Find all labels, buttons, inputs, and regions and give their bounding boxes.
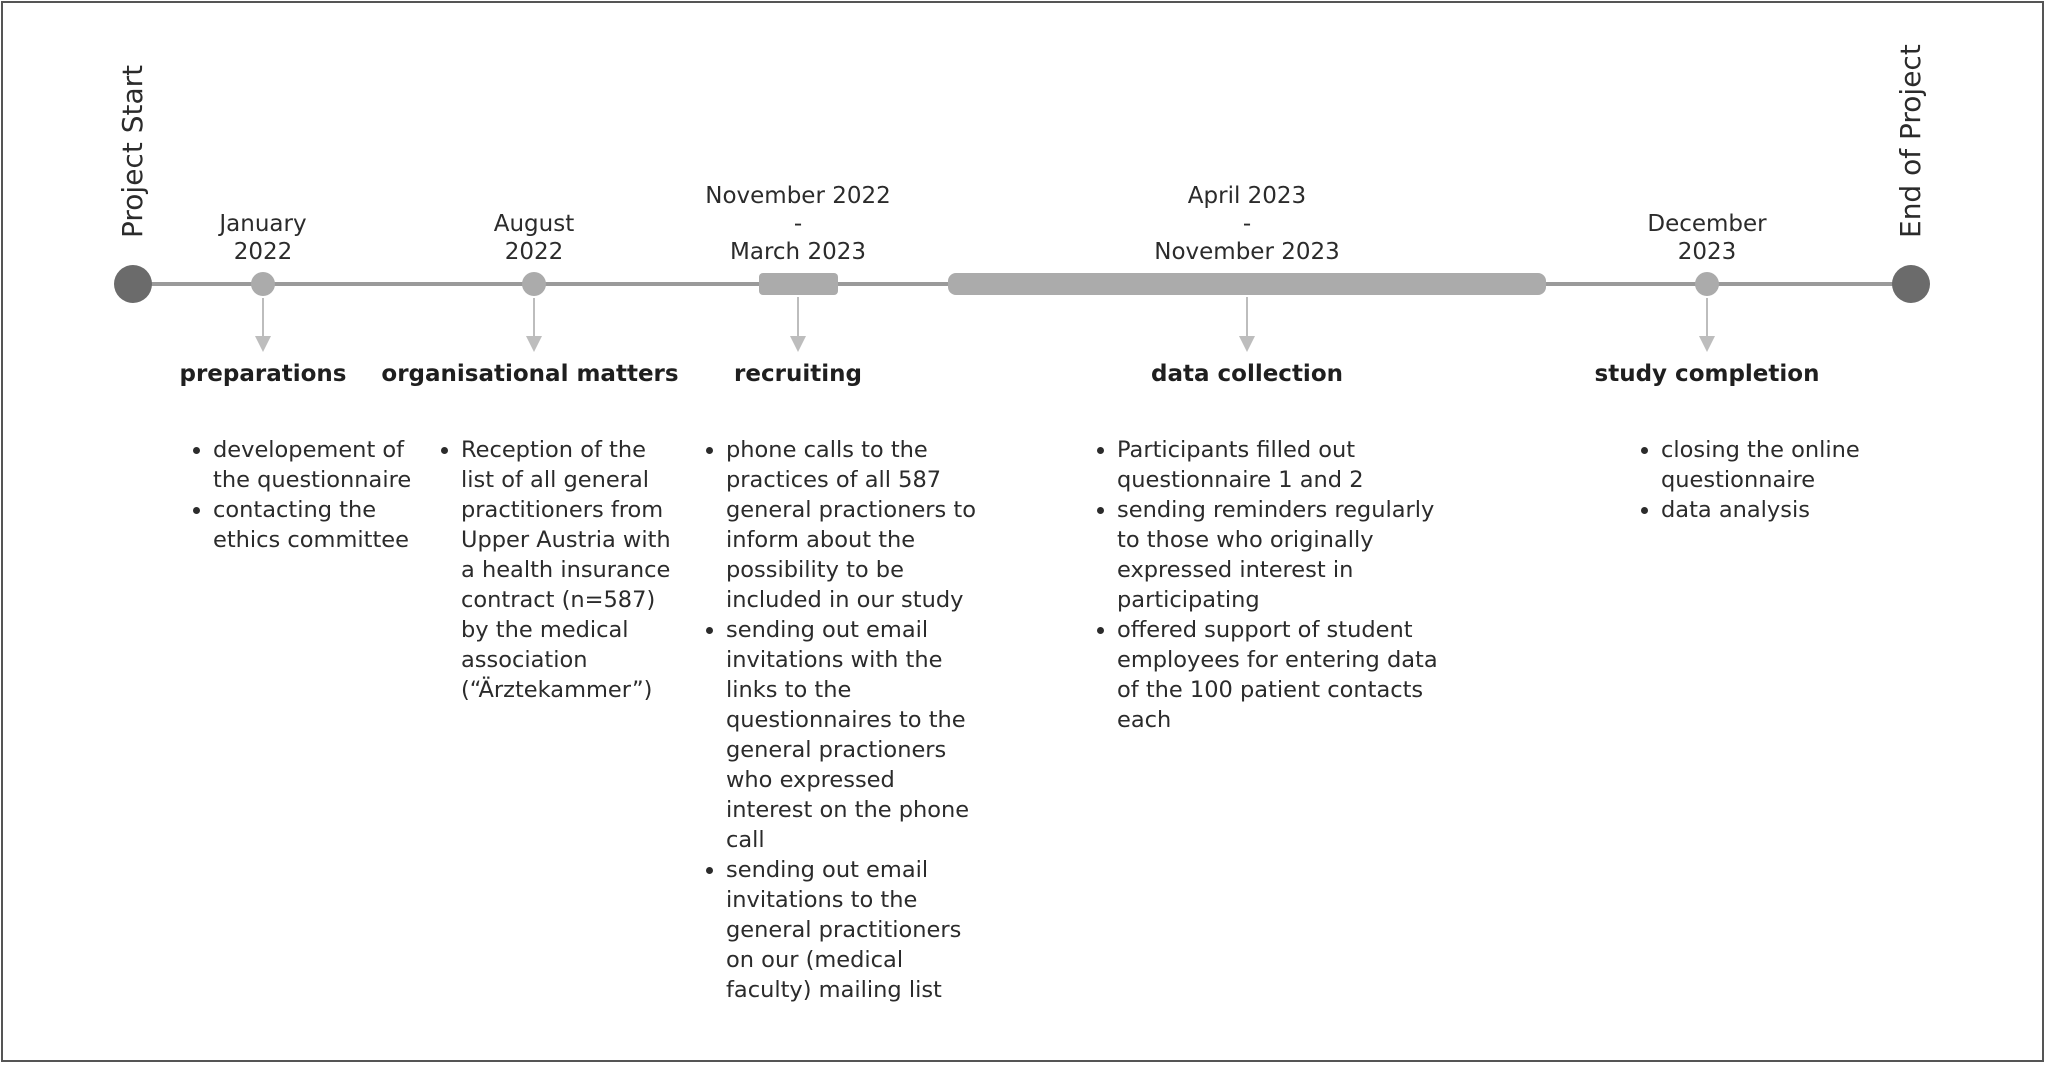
milestone-december-2023 <box>1695 272 1719 296</box>
bullet-item: • Reception of the list of all general practitioners from Upper Austria with a health insurance contract (n=587) by the medical association (“Ärztekammer”) <box>461 435 683 705</box>
date-line: 2022 <box>504 239 564 265</box>
date-line: April 2023 <box>1187 183 1307 209</box>
phase-bullets-organisational-matters <box>431 435 683 705</box>
date-line: - <box>1242 211 1252 237</box>
date-line: December <box>1647 211 1767 237</box>
phase-date <box>1117 182 1377 266</box>
bullet-item: • sending out email invitations to the general practitioners on our (medical faculty) mailing list <box>726 855 988 1005</box>
bullet-item: • contacting the ethics committee <box>213 495 423 555</box>
phase-heading-organisational-matters: organisational matters <box>381 361 679 387</box>
phase-heading-preparations: preparations <box>179 361 347 387</box>
phase-date <box>1577 210 1837 266</box>
bullet-item: • sending out email invitations with the links to the questionnaires to the general practioners who expressed interest on the phone call <box>726 615 988 855</box>
period-bar-data-collection <box>948 273 1546 295</box>
date-line: - <box>793 211 803 237</box>
phase-heading-recruiting: recruiting <box>734 361 862 387</box>
date-line: August <box>493 211 575 237</box>
date-line: 2022 <box>233 239 293 265</box>
bullet-item: • sending reminders regularly to those who originally expressed interest in participating <box>1117 495 1447 615</box>
date-line: November 2023 <box>1154 239 1340 265</box>
date-line: 2023 <box>1677 239 1737 265</box>
phase-heading-study-completion: study completion <box>1594 361 1820 387</box>
phase-bullets-preparations <box>183 435 423 555</box>
bullet-item: • offered support of student employees for entering data of the 100 patient contacts each <box>1117 615 1447 735</box>
phase-bullets-recruiting <box>696 435 988 1005</box>
milestone-january-2022 <box>251 272 275 296</box>
date-line: January <box>219 211 307 237</box>
bullet-item: • phone calls to the practices of all 587 general practioners to inform about the possibility to be included in our study <box>726 435 988 615</box>
project-start-label: Project Start <box>116 64 149 238</box>
period-bar-recruiting <box>759 273 838 295</box>
bullet-item: • developement of the questionnaire <box>213 435 423 495</box>
project-end-label: End of Project <box>1894 44 1927 238</box>
phase-bullets-study-completion <box>1631 435 1861 525</box>
phase-date <box>404 210 664 266</box>
phase-date <box>668 182 928 266</box>
bullet-item: • data analysis <box>1661 495 1861 525</box>
date-line: March 2023 <box>730 239 866 265</box>
end-marker <box>1892 265 1930 303</box>
start-marker <box>114 265 152 303</box>
phase-bullets-data-collection <box>1087 435 1447 735</box>
date-line: November 2022 <box>705 183 891 209</box>
bullet-item: • Participants filled out questionnaire 1 and 2 <box>1117 435 1447 495</box>
phase-date <box>133 210 393 266</box>
phase-heading-data-collection: data collection <box>1151 361 1343 387</box>
milestone-august-2022 <box>522 272 546 296</box>
bullet-item: • closing the online questionnaire <box>1661 435 1861 495</box>
